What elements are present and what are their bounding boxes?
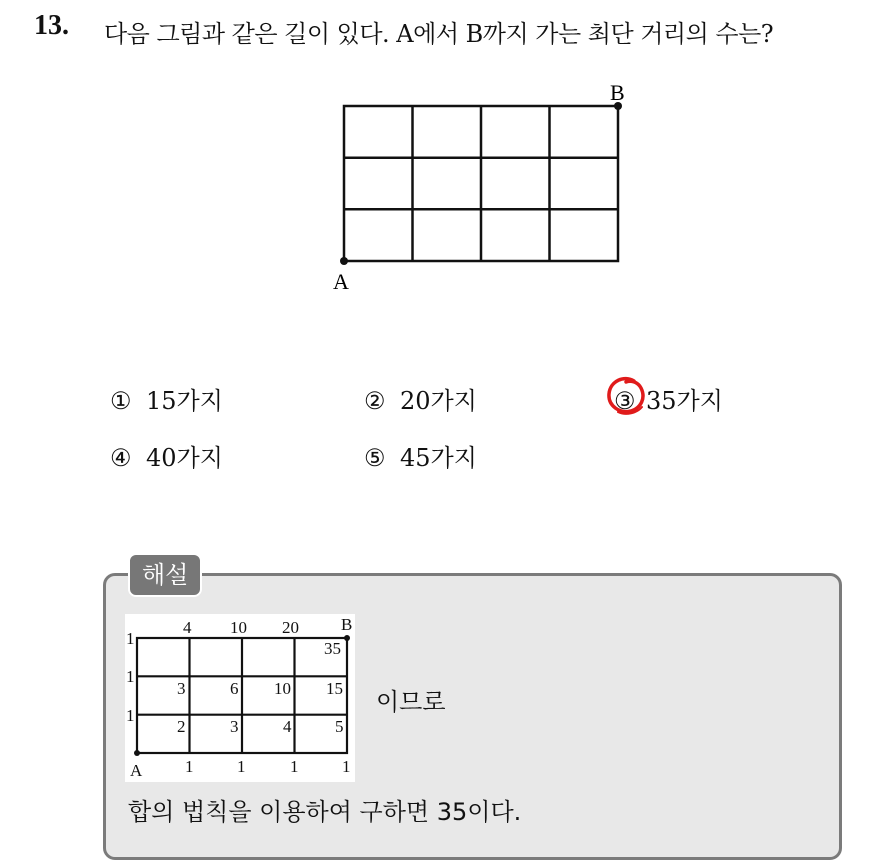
choice-1[interactable] [110,381,223,416]
solution-point-a-dot [134,750,140,756]
choice-5-mark: ⑤ [364,444,386,472]
choice-4-answer: 40가지 [146,444,223,472]
choice-2[interactable] [364,381,477,416]
bottom-label-3: 1 [290,757,299,776]
solution-conclusion: 합의 법칙을 이용하여 구하면 35이다. [128,798,522,826]
bottom-label-2: 1 [237,757,246,776]
choice-1-answer: 15가지 [146,387,223,415]
left-label-1: 1 [126,629,135,648]
cell-r3-4: 5 [335,717,344,736]
question-grid-figure [0,0,884,320]
solution-tag: 해설 [128,553,202,597]
question-text: 다음 그림과 같은 길이 있다. A에서 B까지 가는 최단 거리의 수는? [104,20,774,48]
point-a-label: A [333,269,349,294]
point-b-label: B [610,80,625,105]
choice-5-answer: 45가지 [400,444,477,472]
cell-r3-3: 4 [283,717,292,736]
question-number: 13. [34,10,69,41]
left-label-3: 1 [126,706,135,725]
point-a-dot [340,257,348,265]
choice-2-mark: ② [364,387,386,415]
choice-3-mark: ③ [614,387,636,415]
choice-4-mark: ④ [110,444,132,472]
top-label-3: 20 [282,618,299,637]
choice-2-answer: 20가지 [400,387,477,415]
bottom-label-4: 1 [342,757,351,776]
cell-r2-4: 15 [326,679,343,698]
cell-r2-3: 10 [274,679,291,698]
choice-3-answer: 35가지 [646,387,723,415]
solution-grid-figure [125,614,355,782]
cell-r3-2: 3 [230,717,239,736]
grid-lines [344,106,618,261]
cell-r3-1: 2 [177,717,186,736]
cell-r2-1: 3 [177,679,186,698]
answer-circle-mark [604,376,648,416]
cell-35: 35 [324,639,341,658]
solution-figure-panel [125,614,355,782]
cell-r2-2: 6 [230,679,239,698]
choice-1-mark: ① [110,387,132,415]
solution-point-a-label: A [130,761,143,780]
solution-after-figure: 이므로 [376,688,446,716]
top-label-2: 10 [230,618,247,637]
left-label-2: 1 [126,667,135,686]
solution-point-b-dot [344,635,350,641]
solution-point-b-label: B [341,615,353,634]
choice-4[interactable] [110,438,223,473]
bottom-label-1: 1 [185,757,194,776]
choice-5[interactable] [364,438,477,473]
top-label-1: 4 [183,618,192,637]
